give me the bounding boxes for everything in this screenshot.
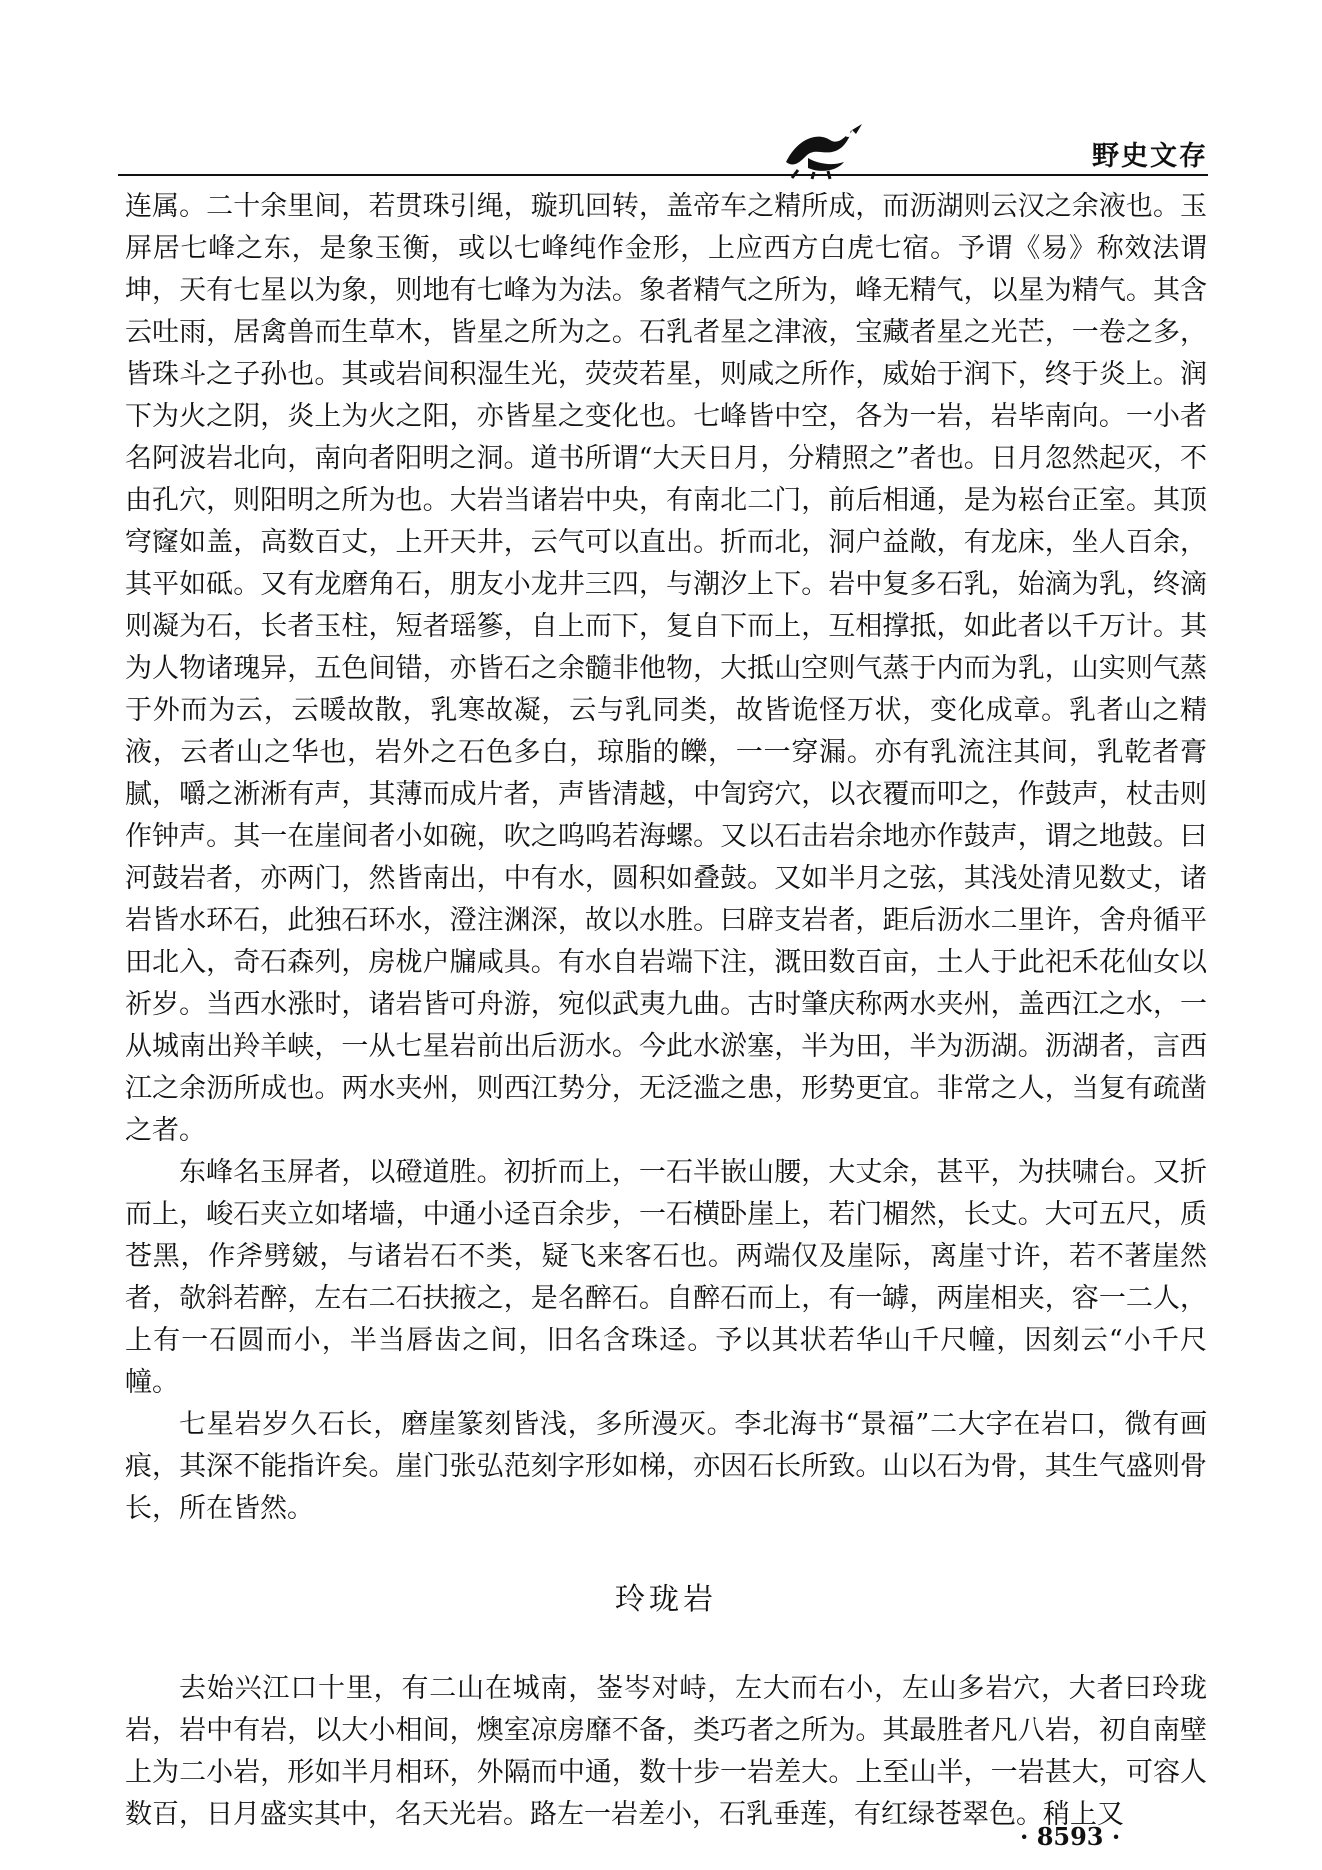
running-header-title: 野史文存	[1092, 141, 1208, 172]
page-number: · 8593 ·	[1020, 1822, 1121, 1851]
paragraph: 东峰名玉屏者，以磴道胜。初折而上，一石半嵌山腰，大丈余，甚平，为扶啸台。又折而上，峻石夹立如堵墙，中通小迳百余步，一石横卧崖上，若门楣然，长丈。大可五尺，质苍黑，作斧劈皴，与诸岩石不类，疑飞来客石也。两端仅及崖际，离崖寸许，若不著崖然者，欹斜若醉，左右二石扶掖之，是名醉石。自醉石而上，有一罅，两崖相夹，容一二人，上有一石圆而小，半当唇齿之间，旧名含珠迳。予以其状若华山千尺幢，因刻云“小千尺幢。	[125, 1157, 1207, 1398]
page-header	[118, 110, 1208, 180]
body-text	[125, 186, 1207, 1836]
section-title: 玲珑岩	[615, 1582, 717, 1617]
dragon-icon	[778, 118, 866, 180]
paragraph: 七星岩岁久石长，磨崖篆刻皆浅，多所漫灭。李北海书“景福”二大字在岩口，微有画痕，其深不能指许矣。崖门张弘范刻字形如梯，亦因石长所致。山以石为骨，其生气盛则骨长，所在皆然。	[125, 1409, 1207, 1524]
paragraph: 去始兴江口十里，有二山在城南，崟岑对峙，左大而右小，左山多岩穴，大者曰玲珑岩，岩中有岩，以大小相间，燠室凉房靡不备，类巧者之所为。其最胜者凡八岩，初自南壁上为二小岩，形如半月相环，外隔而中通，数十步一岩差大。上至山半，一岩甚大，可容人数百，日月盛实其中，名天光岩。路左一岩差小，石乳垂莲，有红绿苍翠色。稍上又	[125, 1673, 1207, 1830]
header-rule	[118, 174, 1208, 176]
paragraph-continued: 连属。二十余里间，若贯珠引绳，璇玑回转，盖帝车之精所成，而沥湖则云汉之余液也。玉屏居七峰之东，是象玉衡，或以七峰纯作金形，上应西方白虎七宿。予谓《易》称效法谓坤，天有七星以为象，则地有七峰为为法。象者精气之所为，峰无精气，以星为精气。其含云吐雨，居禽兽而生草木，皆星之所为之。石乳者星之津液，宝藏者星之光芒，一卷之多，皆珠斗之子孙也。其或岩间积湿生光，荧荧若星，则咸之所作，威始于润下，终于炎上。润下为火之阴，炎上为火之阳，亦皆星之变化也。七峰皆中空，各为一岩，岩毕南向。一小者名阿波岩北向，南向者阳明之洞。道书所谓“大天日月，分精照之”者也。日月忽然起灭，不由孔穴，则阳明之所为也。大岩当诸岩中央，有南北二门，前后相通，是为崧台正室。其顶穹窿如盖，高数百丈，上开天井，云气可以直出。折而北，洞户益敞，有龙床，坐人百余，其平如砥。又有龙磨角石，朋友小龙井三四，与潮汐上下。岩中复多石乳，始滴为乳，终滴则凝为石，长者玉柱，短者瑶篸，自上而下，复自下而上，互相撑抵，如此者以千万计。其为人物诸瑰异，五色间错，亦皆石之余髓非他物，大抵山空则气蒸于内而为乳，山实则气蒸于外而为云，云暖故散，乳寒故凝，云与乳同类，故皆诡怪万状，变化成章。乳者山之精液，云者山之华也，岩外之石色多白，琼脂的皪，一一穿漏。亦有乳流注其间，乳乾者膏腻，嚼之淅淅有声，其薄而成片者，声皆清越，中訇窍穴，以衣覆而叩之，作鼓声，杖击则作钟声。其一在崖间者小如碗，吹之呜呜若海螺。又以石击岩余地亦作鼓声，谓之地鼓。曰河鼓岩者，亦两门，然皆南出，中有水，圆积如叠鼓。又如半月之弦，其浅处清见数丈，诸岩皆水环石，此独石环水，澄注渊深，故以水胜。曰辟支岩者，距后沥水二里许，舍舟循平田北入，奇石森列，房栊户牖咸具。有水自岩端下注，溉田数百亩，土人于此祀禾花仙女以祈岁。当西水涨时，诸岩皆可舟游，宛似武夷九曲。古时肇庆称两水夹州，盖西江之水，一从城南出羚羊峡，一从七星岩前出后沥水。今此水淤塞，半为田，半为沥湖。沥湖者，言西江之余沥所成也。两水夹州，则西江势分，无泛滥之患，形势更宜。非常之人，当复有疏凿之者。	[125, 191, 1207, 1146]
